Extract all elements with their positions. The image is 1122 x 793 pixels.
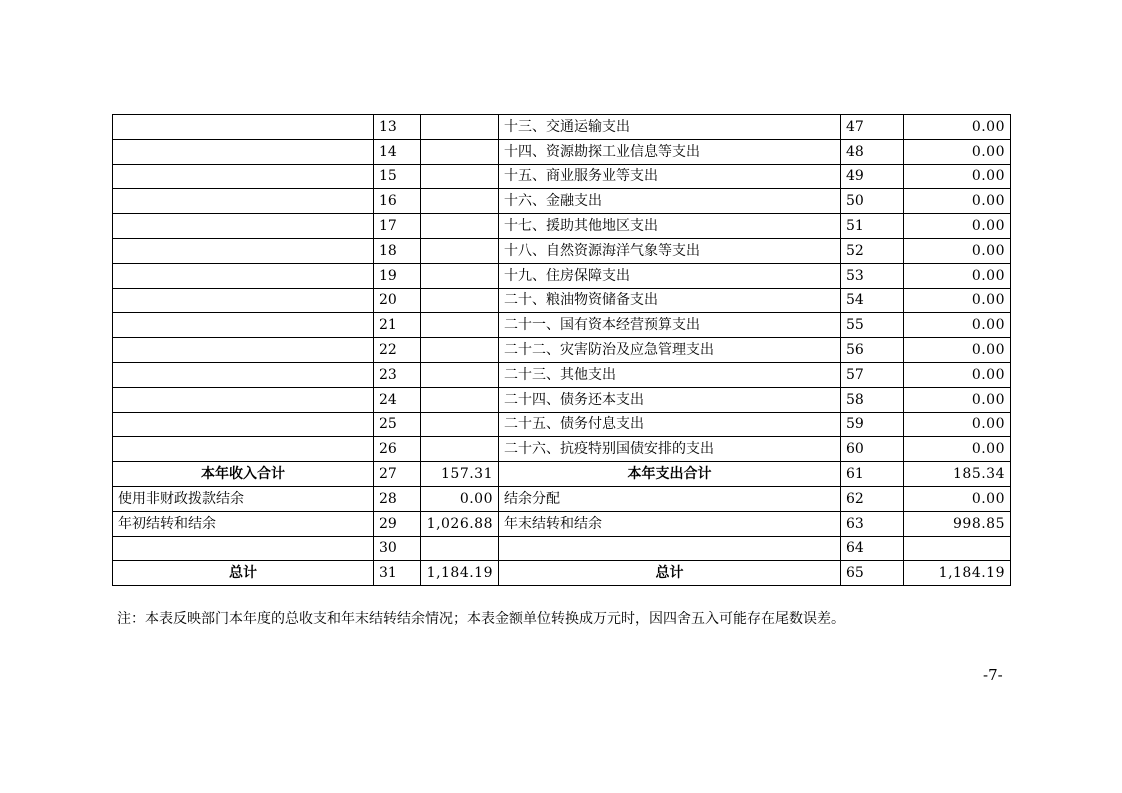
expense-line-number-cell: 63 <box>841 511 904 536</box>
income-item-cell <box>113 115 374 140</box>
table-row <box>113 486 1011 511</box>
total-row <box>113 462 1011 487</box>
income-amount-cell <box>421 536 499 561</box>
table-row <box>113 313 1011 338</box>
income-amount-cell <box>421 437 499 462</box>
expense-amount-cell <box>904 536 1011 561</box>
expense-item-cell: 年末结转和结余 <box>499 511 841 536</box>
expense-amount-cell: 0.00 <box>904 313 1011 338</box>
income-amount-cell <box>421 139 499 164</box>
income-line-number-cell: 15 <box>374 164 421 189</box>
income-item-cell <box>113 139 374 164</box>
income-line-number-cell: 19 <box>374 263 421 288</box>
income-line-number-cell: 30 <box>374 536 421 561</box>
income-amount-cell <box>421 412 499 437</box>
income-item-cell <box>113 536 374 561</box>
income-line-number-cell: 16 <box>374 189 421 214</box>
expense-amount-cell: 0.00 <box>904 189 1011 214</box>
income-amount-cell <box>421 214 499 239</box>
income-line-number-cell: 27 <box>374 462 421 487</box>
expense-line-number-cell: 52 <box>841 238 904 263</box>
income-item-cell <box>113 437 374 462</box>
expense-line-number-cell: 58 <box>841 387 904 412</box>
income-line-number-cell: 17 <box>374 214 421 239</box>
income-item-cell <box>113 362 374 387</box>
expense-amount-cell: 0.00 <box>904 362 1011 387</box>
income-amount-cell <box>421 164 499 189</box>
table-row <box>113 288 1011 313</box>
expense-line-number-cell: 64 <box>841 536 904 561</box>
expense-item-cell: 十九、住房保障支出 <box>499 263 841 288</box>
expense-line-number-cell: 61 <box>841 462 904 487</box>
income-line-number-cell: 26 <box>374 437 421 462</box>
expense-line-number-cell: 55 <box>841 313 904 338</box>
income-amount-cell: 157.31 <box>421 462 499 487</box>
expense-item-cell: 二十一、国有资本经营预算支出 <box>499 313 841 338</box>
income-line-number-cell: 28 <box>374 486 421 511</box>
table-row <box>113 189 1011 214</box>
income-item-cell: 年初结转和结余 <box>113 511 374 536</box>
expense-amount-cell: 0.00 <box>904 486 1011 511</box>
page-number: -7- <box>983 666 1003 684</box>
income-amount-cell <box>421 189 499 214</box>
expense-item-cell: 二十、粮油物资储备支出 <box>499 288 841 313</box>
income-amount-cell <box>421 263 499 288</box>
expense-amount-cell: 0.00 <box>904 263 1011 288</box>
income-line-number-cell: 13 <box>374 115 421 140</box>
income-line-number-cell: 21 <box>374 313 421 338</box>
expense-item-cell: 十五、商业服务业等支出 <box>499 164 841 189</box>
expense-item-cell: 总计 <box>499 561 841 586</box>
expense-item-cell: 二十六、抗疫特别国债安排的支出 <box>499 437 841 462</box>
table-row <box>113 387 1011 412</box>
income-line-number-cell: 14 <box>374 139 421 164</box>
income-amount-cell <box>421 313 499 338</box>
expense-item-cell: 十七、援助其他地区支出 <box>499 214 841 239</box>
table-body <box>113 115 1011 586</box>
table-footnote: 注：本表反映部门本年度的总收支和年末结转结余情况；本表金额单位转换成万元时，因四舍五入可能存在尾数误差。 <box>117 611 845 627</box>
income-item-cell <box>113 189 374 214</box>
income-amount-cell <box>421 338 499 363</box>
expense-item-cell: 二十二、灾害防治及应急管理支出 <box>499 338 841 363</box>
income-item-cell <box>113 164 374 189</box>
income-item-cell <box>113 288 374 313</box>
expense-amount-cell: 1,184.19 <box>904 561 1011 586</box>
expense-item-cell: 十三、交通运输支出 <box>499 115 841 140</box>
expense-line-number-cell: 62 <box>841 486 904 511</box>
expense-amount-cell: 0.00 <box>904 338 1011 363</box>
expense-amount-cell: 0.00 <box>904 115 1011 140</box>
income-item-cell <box>113 338 374 363</box>
expense-amount-cell: 0.00 <box>904 139 1011 164</box>
expense-amount-cell: 0.00 <box>904 238 1011 263</box>
income-item-cell <box>113 387 374 412</box>
income-item-cell: 本年收入合计 <box>113 462 374 487</box>
expense-item-cell: 十六、金融支出 <box>499 189 841 214</box>
income-amount-cell: 1,184.19 <box>421 561 499 586</box>
expense-amount-cell: 0.00 <box>904 412 1011 437</box>
income-line-number-cell: 20 <box>374 288 421 313</box>
expense-item-cell: 十四、资源勘探工业信息等支出 <box>499 139 841 164</box>
table-row <box>113 536 1011 561</box>
expense-line-number-cell: 54 <box>841 288 904 313</box>
total-row <box>113 561 1011 586</box>
budget-table <box>112 114 1011 586</box>
income-line-number-cell: 24 <box>374 387 421 412</box>
expense-line-number-cell: 65 <box>841 561 904 586</box>
income-amount-cell <box>421 387 499 412</box>
expense-amount-cell: 185.34 <box>904 462 1011 487</box>
income-item-cell <box>113 238 374 263</box>
expense-line-number-cell: 59 <box>841 412 904 437</box>
expense-item-cell: 二十三、其他支出 <box>499 362 841 387</box>
expense-amount-cell: 0.00 <box>904 387 1011 412</box>
income-line-number-cell: 18 <box>374 238 421 263</box>
income-item-cell: 使用非财政拨款结余 <box>113 486 374 511</box>
table-row <box>113 338 1011 363</box>
income-line-number-cell: 23 <box>374 362 421 387</box>
expense-line-number-cell: 50 <box>841 189 904 214</box>
expense-line-number-cell: 57 <box>841 362 904 387</box>
expense-line-number-cell: 48 <box>841 139 904 164</box>
income-amount-cell <box>421 362 499 387</box>
expense-line-number-cell: 49 <box>841 164 904 189</box>
expense-item-cell <box>499 536 841 561</box>
income-item-cell <box>113 263 374 288</box>
expense-line-number-cell: 56 <box>841 338 904 363</box>
table-row <box>113 164 1011 189</box>
expense-amount-cell: 0.00 <box>904 288 1011 313</box>
expense-item-cell: 二十四、债务还本支出 <box>499 387 841 412</box>
table-row <box>113 238 1011 263</box>
table-row <box>113 214 1011 239</box>
income-item-cell: 总计 <box>113 561 374 586</box>
income-item-cell <box>113 214 374 239</box>
income-item-cell <box>113 313 374 338</box>
expense-item-cell: 十八、自然资源海洋气象等支出 <box>499 238 841 263</box>
expense-item-cell: 本年支出合计 <box>499 462 841 487</box>
income-amount-cell <box>421 288 499 313</box>
expense-amount-cell: 998.85 <box>904 511 1011 536</box>
table-row <box>113 139 1011 164</box>
expense-line-number-cell: 51 <box>841 214 904 239</box>
expense-item-cell: 结余分配 <box>499 486 841 511</box>
income-amount-cell: 1,026.88 <box>421 511 499 536</box>
table-row <box>113 511 1011 536</box>
expense-line-number-cell: 47 <box>841 115 904 140</box>
table-row <box>113 115 1011 140</box>
table-row <box>113 437 1011 462</box>
expense-amount-cell: 0.00 <box>904 437 1011 462</box>
income-line-number-cell: 29 <box>374 511 421 536</box>
expense-line-number-cell: 53 <box>841 263 904 288</box>
income-line-number-cell: 25 <box>374 412 421 437</box>
income-line-number-cell: 31 <box>374 561 421 586</box>
expense-amount-cell: 0.00 <box>904 164 1011 189</box>
expense-line-number-cell: 60 <box>841 437 904 462</box>
table-row <box>113 412 1011 437</box>
income-amount-cell <box>421 115 499 140</box>
income-amount-cell <box>421 238 499 263</box>
table-row <box>113 362 1011 387</box>
expense-item-cell: 二十五、债务付息支出 <box>499 412 841 437</box>
income-item-cell <box>113 412 374 437</box>
expense-amount-cell: 0.00 <box>904 214 1011 239</box>
income-amount-cell: 0.00 <box>421 486 499 511</box>
income-line-number-cell: 22 <box>374 338 421 363</box>
table-row <box>113 263 1011 288</box>
